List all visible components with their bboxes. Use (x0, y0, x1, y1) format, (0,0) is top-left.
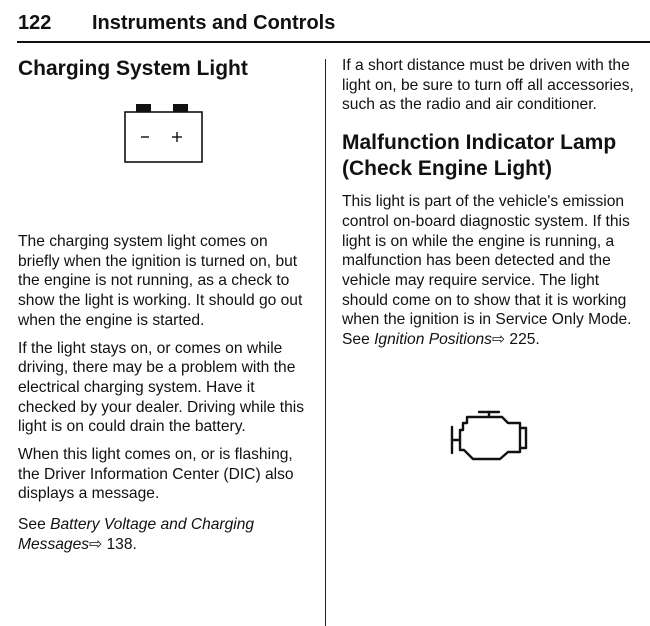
paragraph-see-reference (18, 515, 312, 554)
page-header (18, 11, 650, 41)
battery-icon (18, 82, 312, 232)
page-number: 122 (18, 12, 52, 34)
paragraph-short-distance: If a short distance must be driven with the light on, be sure to turn off all accessories, such as the radio and air conditioner. (342, 57, 634, 114)
section-heading-charging-system-light: Charging System Light (18, 57, 248, 80)
see-page-number: 138. (102, 535, 137, 553)
arrow-icon: ⇨ (89, 535, 103, 553)
ignition-positions-reference-link[interactable]: Ignition Positions (374, 331, 492, 349)
ignition-page-number: 225. (505, 331, 540, 349)
malfunction-text: This light is part of the vehicle's emission control on-board diagnostic system. If this light is on while the engine is running, a malfunction has been detected and the vehicle may require service. The light should come on to show that it is working when the ignition is in Service Only Mode. See (342, 193, 632, 349)
paragraph-dic-message: When this light comes on, or is flashing, the Driver Information Center (DIC) also displays a message. (18, 446, 294, 503)
right-column (342, 56, 636, 476)
arrow-icon: ⇨ (491, 331, 506, 349)
header-rule (17, 41, 650, 43)
check-engine-icon-container (342, 406, 636, 476)
left-column (18, 56, 312, 555)
battery-icon-container (18, 82, 312, 232)
section-heading-malfunction-indicator-lamp: Malfunction Indicator Lamp (Check Engine Light) (342, 131, 617, 181)
page-title: Instruments and Controls (92, 12, 336, 34)
paragraph-charging-problem: If the light stays on, or comes on while driving, there may be a problem with the electrical charging system. Have it checked by your dealer. Driving while this light is on could drain the battery. (18, 339, 305, 436)
paragraph-malfunction-indicator (342, 192, 636, 350)
check-engine-icon (342, 406, 636, 476)
paragraph-charging-check: The charging system light comes on briefly when the ignition is turned on, but the engine is not running, as a check to show the light is working. It should go out when the engine is started. (18, 233, 303, 329)
column-divider (325, 59, 326, 626)
battery-voltage-reference-link[interactable]: Battery Voltage and Charging Messages (18, 516, 255, 553)
see-prefix: See (18, 516, 51, 534)
